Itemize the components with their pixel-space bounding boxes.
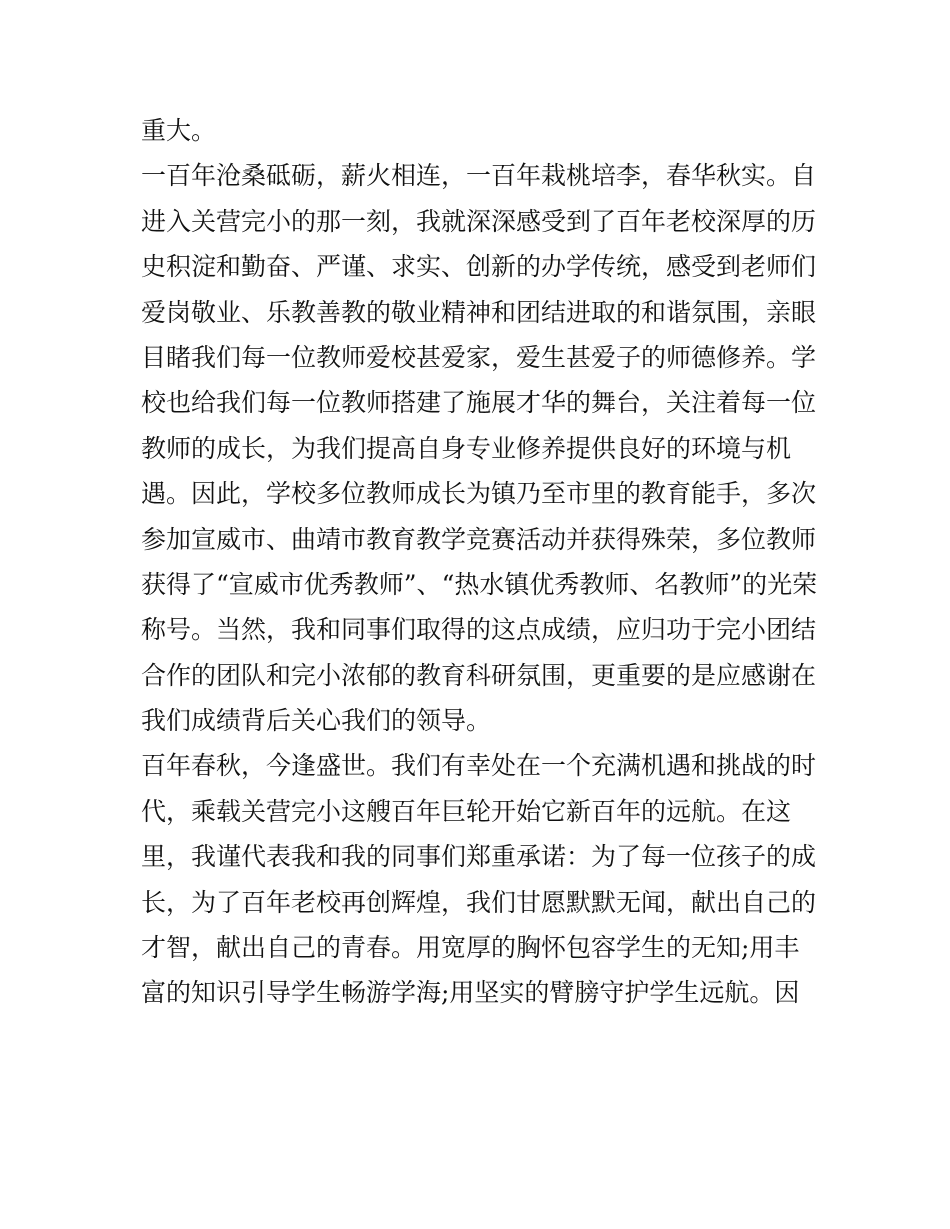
text-line-7: 校也给我们每一位教师搭建了施展才华的舞台，关注着每一位 xyxy=(141,388,817,418)
text-line-4: 史积淀和勤奋、严谨、求实、创新的办学传统，感受到老师们 xyxy=(141,252,817,282)
text-line-13: 合作的团队和完小浓郁的教育科研氛围，更重要的是应感谢在 xyxy=(141,660,817,690)
text-line-20: 富的知识引导学生畅游学海;用坚实的臂膀守护学生远航。因 xyxy=(141,978,800,1008)
text-line-17: 里，我谨代表我和我的同事们郑重承诺：为了每一位孩子的成 xyxy=(141,842,817,872)
text-line-19: 才智，献出自己的青春。用宽厚的胸怀包容学生的无知;用丰 xyxy=(141,933,800,963)
text-line-9: 遇。因此，学校多位教师成长为镇乃至市里的教育能手，多次 xyxy=(141,479,817,509)
text-line-12: 称号。当然，我和同事们取得的这点成绩，应归功于完小团结 xyxy=(141,615,817,645)
text-line-6: 目睹我们每一位教师爱校甚爱家，爱生甚爱子的师德修养。学 xyxy=(141,342,817,372)
text-line-8: 教师的成长，为我们提高自身专业修养提供良好的环境与机 xyxy=(141,433,792,463)
text-line-1: 重大。 xyxy=(141,116,217,145)
text-line-11: 获得了“宣威市优秀教师”、“热水镇优秀教师、名教师”的光荣 xyxy=(141,569,818,599)
text-line-16: 代，乘载关营完小这艘百年巨轮开始它新百年的远航。在这 xyxy=(141,796,792,826)
text-line-18: 长，为了百年老校再创辉煌，我们甘愿默默无闻，献出自己的 xyxy=(141,887,817,917)
text-line-10: 参加宣威市、曲靖市教育教学竞赛活动并获得殊荣，多位教师 xyxy=(141,524,817,554)
text-line-14: 我们成绩背后关心我们的领导。 xyxy=(141,706,492,736)
speech-text-body xyxy=(141,108,818,1016)
text-line-5: 爱岗敬业、乐教善教的敬业精神和团结进取的和谐氛围，亲眼 xyxy=(141,297,817,327)
text-line-2: 一百年沧桑砥砺，薪火相连，一百年栽桃培李，春华秋实。自 xyxy=(141,161,817,191)
text-line-3: 进入关营完小的那一刻，我就深深感受到了百年老校深厚的历 xyxy=(141,206,817,236)
text-line-15: 百年春秋，今逢盛世。我们有幸处在一个充满机遇和挑战的时 xyxy=(141,751,817,781)
